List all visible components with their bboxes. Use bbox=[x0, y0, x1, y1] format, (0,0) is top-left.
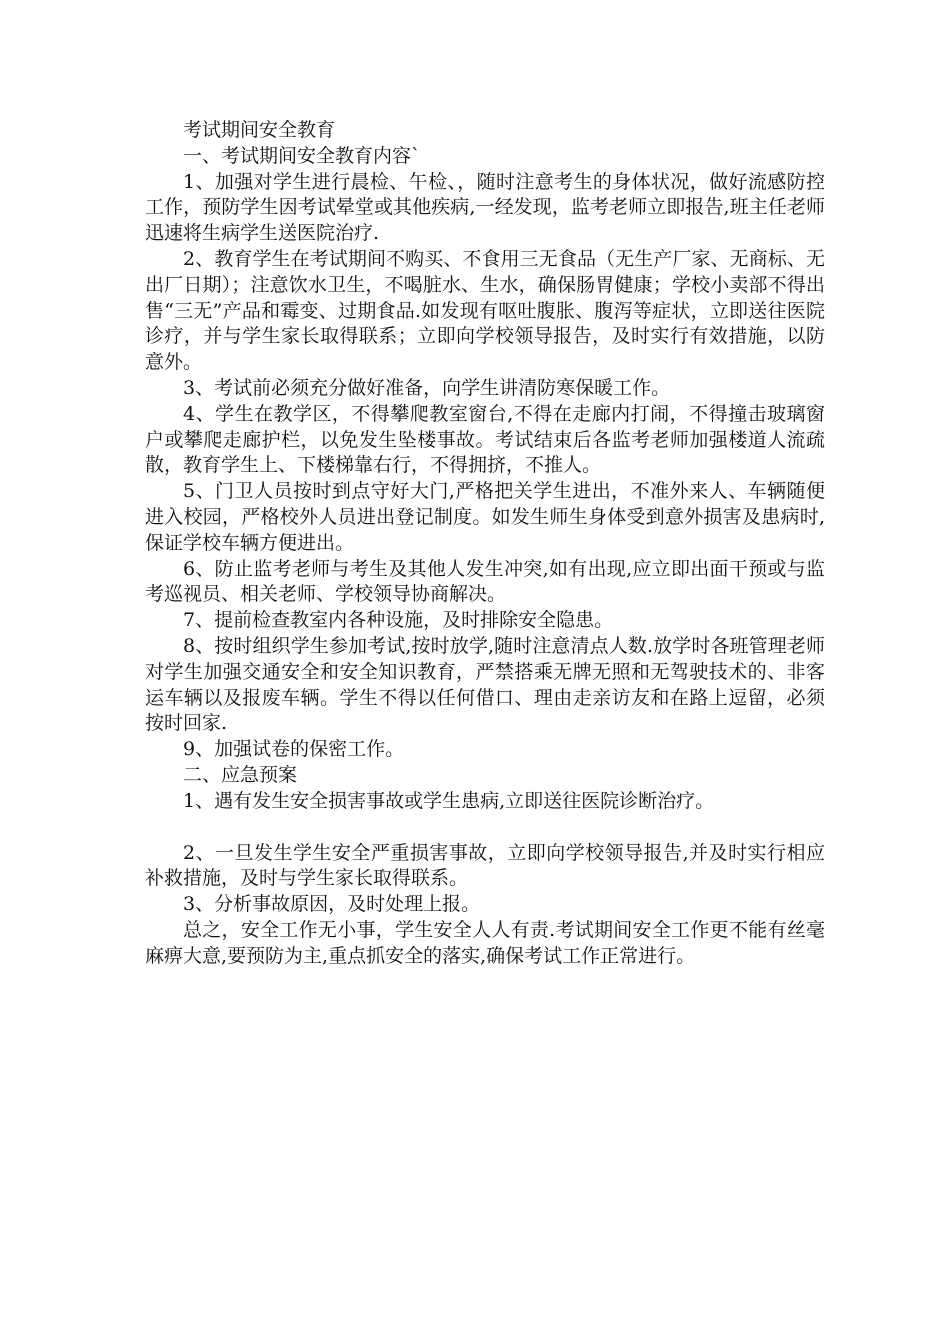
paragraph-item-5: 5、门卫人员按时到点守好大门,严格把关学生进出，不准外来人、车辆随便进入校园，严格校外人员进出登记制度。如发生师生身体受到意外损害及患病时,保证学校车辆方便进出。 bbox=[145, 480, 825, 554]
emergency-item-1: 1、遇有发生安全损害事故或学生患病,立即送往医院诊断治疗。 bbox=[183, 789, 715, 812]
conclusion-paragraph: 总之，安全工作无小事，学生安全人人有责.考试期间安全工作更不能有丝毫麻痹大意,要预防为主,重点抓安全的落实,确保考试工作正常进行。 bbox=[145, 918, 825, 967]
paragraph-item-7: 7、提前检查教室内各种设施，及时排除安全隐患。 bbox=[183, 609, 614, 632]
section-heading-content: 一、考试期间安全教育内容` bbox=[183, 144, 421, 167]
emergency-item-3: 3、分析事故原因，及时处理上报。 bbox=[183, 893, 481, 916]
paragraph-item-2: 2、教育学生在考试期间不购买、不食用三无食品（无生产厂家、无商标、无出厂日期）；注意饮水卫生，不喝脏水、生水，确保肠胃健康；学校小卖部不得出售“三无”产品和霉变、过期食品.如发现有呕吐腹胀、腹泻等症状，立即送往医院诊疗，并与学生家长取得联系；立即向学校领导报告，及时实行有效措施，以防意外。 bbox=[145, 247, 825, 374]
paragraph-item-3: 3、考试前必须充分做好准备，向学生讲清防寒保暖工作。 bbox=[183, 376, 671, 399]
paragraph-item-6: 6、防止监考老师与考生及其他人发生冲突,如有出现,应立即出面干预或与监考巡视员、相关老师、学校领导协商解决。 bbox=[145, 557, 825, 606]
paragraph-item-4: 4、学生在教学区，不得攀爬教室窗台,不得在走廊内打闹，不得撞击玻璃窗户或攀爬走廊护栏，以免发生坠楼事故。考试结束后各监考老师加强楼道人流疏散，教育学生上、下楼梯靠右行，不得拥挤，不推人。 bbox=[145, 402, 825, 477]
section-heading-emergency: 二、应急预案 bbox=[183, 763, 298, 786]
document-body bbox=[145, 118, 825, 970]
emergency-item-2: 2、一旦发生学生安全严重损害事故，立即向学校领导报告,并及时实行相应补救措施，及时与学生家长取得联系。 bbox=[145, 841, 825, 890]
paragraph-item-1: 1、加强对学生进行晨检、午检、，随时注意考生的身体状况，做好流感防控工作，预防学生因考试晕堂或其他疾病,一经发现，监考老师立即报告,班主任老师迅速将生病学生送医院治疗. bbox=[145, 170, 825, 245]
document-title: 考试期间安全教育 bbox=[183, 119, 336, 141]
paragraph-item-8: 8、按时组织学生参加考试,按时放学,随时注意清点人数.放学时各班管理老师对学生加强交通安全和安全知识教育，严禁搭乘无牌无照和无驾驶技术的、非客运车辆以及报废车辆。学生不得以任何借口、理由走亲访友和在路上逗留，必须按时回家. bbox=[145, 634, 825, 735]
paragraph-item-9: 9、加强试卷的保密工作。 bbox=[183, 738, 405, 761]
